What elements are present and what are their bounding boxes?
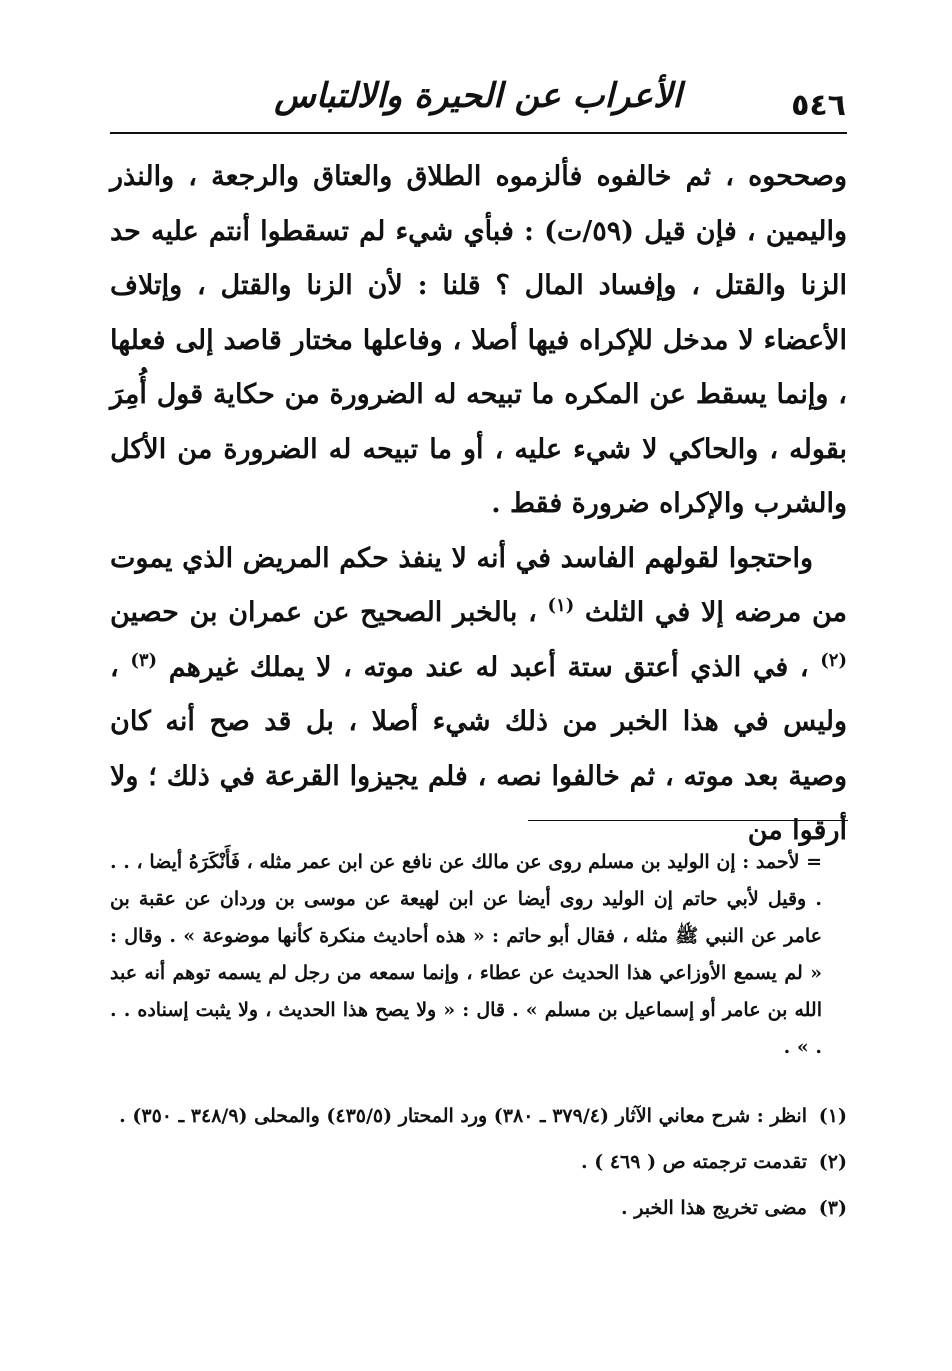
paragraph — [110, 150, 847, 532]
footnote-3 — [110, 1190, 847, 1226]
footnote-number: (١) — [818, 1105, 847, 1127]
footnote-number: (٢) — [818, 1151, 847, 1173]
footnote-number: (٣) — [818, 1197, 847, 1219]
paragraph-text: وصححوه ، ثم خالفوه فألزموه الطلاق والعتاق والرجعة ، والنذر واليمين ، فإن قيل (٥٩/ت) : فبأي شيء لم تسقطوا أنتم عليه حد الزنا والقتل ، وإفساد المال ؟ قلنا : لأن الزنا والقتل ، وإتلاف الأعضاء لا مدخل للإكراه فيها أصلا ، وفاعلها مختار قاصد إلى فعلها ، وإنما يسقط عن المكره ما تبيحه له الضرورة من حكاية قول أُمِرَ بقوله ، والحاكي لا شيء عليه ، أو ما تبيحه له الضرورة من الأكل والشرب والإكراه ضرورة فقط . — [110, 161, 848, 519]
page-number: ٥٤٦ — [791, 88, 846, 123]
footnote-ref-2: (٢) — [820, 649, 847, 671]
footnote-continuation: = لأحمد : إن الوليد بن مسلم روى عن مالك عن نافع عن ابن عمر مثله ، فَأَنْكَرَهُ أيضا ، . . . وقيل لأبي حاتم إن الوليد روى أيضا عن ابن لهيعة عن موسى بن وردان عن عقبة بن عامر عن النبي ﷺ مثله ، فقال أبو حاتم : « هذه أحاديث منكرة كأنها موضوعة » . وقال : « لم يسمع الأوزاعي هذا الحديث عن عطاء ، وإنما سمعه من رجل لم يسمه توهم أنه عبد الله بن عامر أو إسماعيل بن مسلم » . قال : « ولا يصح هذا الحديث ، ولا يثبت إسناده . . . » . — [110, 851, 822, 1058]
footnote-text: مضى تخريج هذا الخبر . — [621, 1197, 807, 1219]
paragraph — [110, 532, 847, 859]
page-header — [110, 72, 846, 132]
footnote-ref-1: (١) — [547, 595, 575, 616]
footnote-text: تقدمت ترجمته ص ( ٤٦٩ ) . — [580, 1151, 807, 1173]
footnotes — [110, 1098, 847, 1236]
header-divider — [110, 132, 847, 134]
footnote-text: انظر : شرح معاني الآثار (٣٧٩/٤ ـ ٣٨٠) ورد المحتار (٤٣٥/٥) والمحلى (٣٤٨/٩ ـ ٣٥٠) . — [119, 1105, 807, 1127]
footnote-divider — [528, 820, 848, 821]
main-text — [110, 150, 847, 859]
running-title: الأعراب عن الحيرة والالتباس — [274, 76, 682, 116]
paragraph-text: ، في الذي أعتق ستة أعبد له عند موته ، لا يملك غيرهم — [168, 651, 809, 683]
footnote-1 — [110, 1098, 847, 1134]
paragraph-text: واحتجوا لقولهم الفاسد في أنه لا ينفذ حكم المريض الذي يموت من مرضه إلا في الثلث — [110, 542, 847, 628]
footnote-ref-3: (٣) — [130, 649, 158, 671]
paragraph-text: ، بالخبر الصحيح عن عمران بن حصين — [110, 597, 537, 628]
footnote-2 — [110, 1144, 847, 1180]
paragraph-text: ، وليس في هذا الخبر من ذلك شيء أصلا ، بل قد صح أنه كان وصية بعد موته ، ثم خالفوا نصه ، فلم يجيزوا القرعة في ذلك ؛ ولا أرقوا من — [110, 651, 847, 846]
